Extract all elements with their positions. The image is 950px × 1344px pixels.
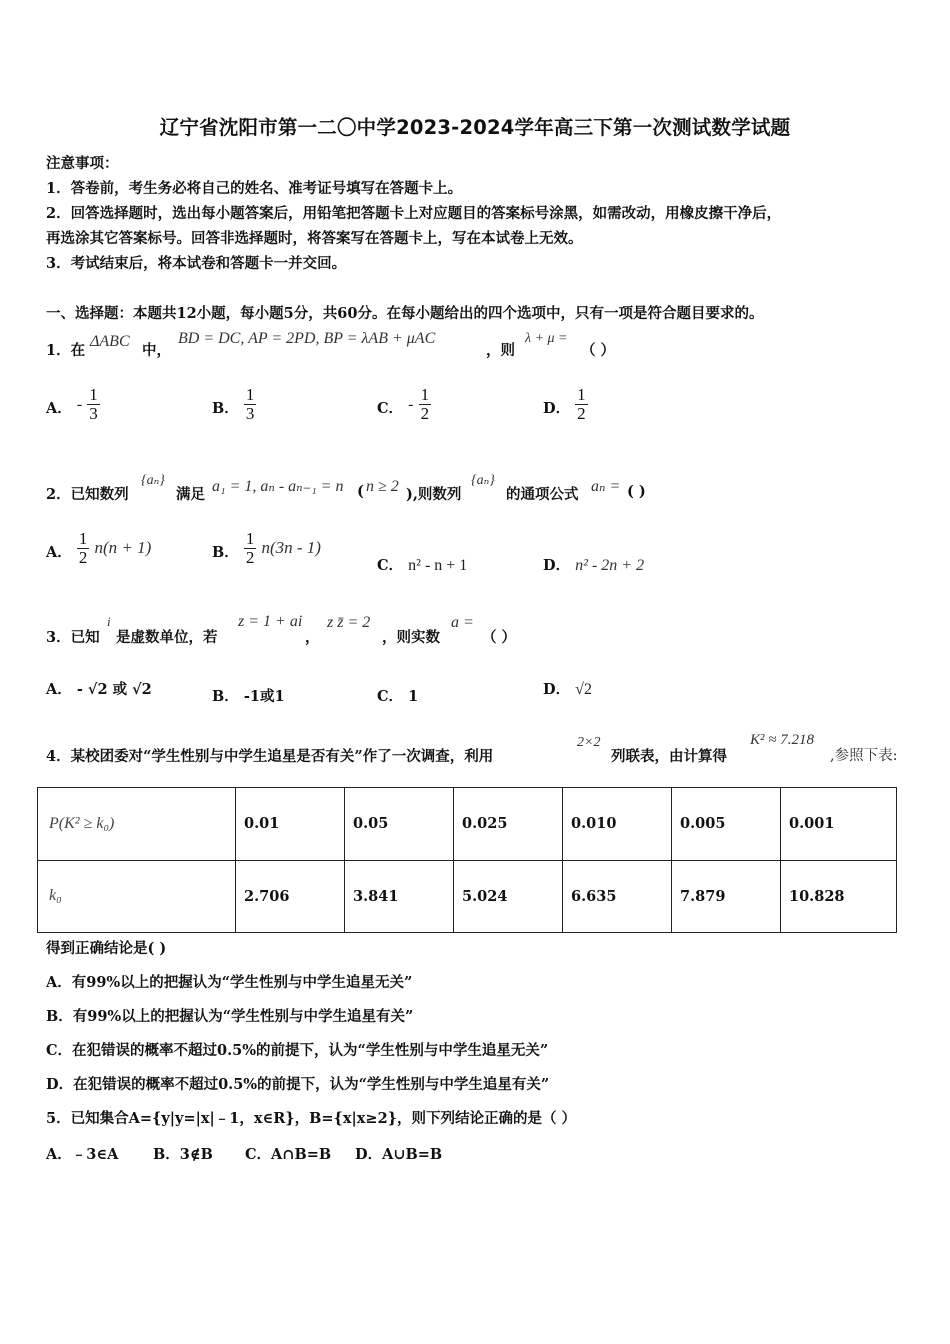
option-text: - √2 或 √2 [76, 681, 152, 698]
q4-option-b[interactable]: B．有99%以上的把握认为“学生性别与中学生追星有关” [46, 1008, 414, 1025]
table-cell: 0.01 [236, 788, 345, 861]
q5-option-b[interactable]: B．3∉B [153, 1146, 213, 1163]
option-fraction: $\frac{1}{2}$ [420, 385, 430, 423]
q2-range: n ≥ 2 [366, 478, 399, 495]
q1-condition: BD = DC, AP = 2PD, BP = λAB + μAC [178, 330, 436, 347]
q4-question: 得到正确结论是( ) [46, 940, 167, 957]
table-cell: 2.706 [236, 860, 345, 933]
table-row [38, 788, 897, 861]
table-cell: 0.005 [672, 788, 781, 861]
q4-k2-value: K² ≈ 7.218 [750, 732, 814, 748]
option-label: C． [377, 688, 404, 705]
q1-paren: （ ） [581, 342, 616, 359]
q2-option-c[interactable] [377, 554, 467, 575]
section-heading: 一、选择题：本题共12小题，每小题5分，共60分。在每小题给出的四个选项中，只有一项是符合题目要求的。 [46, 305, 764, 322]
q1-mid: 中， [142, 342, 171, 359]
q1-prefix: 1．在 [46, 342, 86, 359]
option-label: A． [46, 543, 72, 561]
option-label: B． [212, 543, 239, 561]
option-expression: n² - 2n + 2 [575, 557, 645, 574]
table-cell: 5.024 [454, 860, 563, 933]
table-cell: 0.001 [781, 788, 897, 861]
q2-paren: ( ) [627, 483, 646, 500]
q1-option-d[interactable] [543, 386, 588, 423]
table-cell: 6.635 [563, 860, 672, 933]
q2-open: ( [357, 483, 364, 500]
table-cell: 0.05 [345, 788, 454, 861]
q4-option-c[interactable]: C．在犯错误的概率不超过0.5%的前提下，认为“学生性别与中学生追星无关” [46, 1042, 549, 1059]
option-text: √2 [575, 681, 592, 698]
q3-option-d[interactable] [543, 678, 592, 699]
option-label: B． [212, 399, 239, 417]
q2-option-b[interactable] [212, 530, 321, 567]
table-cell: 0.025 [454, 788, 563, 861]
table-row [38, 860, 897, 933]
q1-option-b[interactable] [212, 386, 256, 423]
notice-heading: 注意事项： [46, 155, 119, 172]
q3-z: z = 1 + ai [238, 613, 303, 630]
page-title: 辽宁省沈阳市第一二〇中学2023-2024学年高三下第一次测试数学试题 [159, 116, 791, 139]
table-cell: 3.841 [345, 860, 454, 933]
q4-stem: 4．某校团委对“学生性别与中学生追星是否有关”作了一次调查，利用 [46, 748, 494, 765]
q2-option-d[interactable] [543, 554, 644, 575]
q3-a: a = [451, 614, 474, 631]
option-sign: - [408, 395, 414, 413]
option-fraction: $\frac{1}{3}$ [245, 385, 255, 423]
q1-option-a[interactable] [46, 386, 100, 423]
option-expression: n(3n - 1) [261, 537, 321, 557]
q5-option-a[interactable]: A．﹣3∈A [46, 1146, 119, 1163]
table-cell: 10.828 [781, 860, 897, 933]
q4-tail: ,参照下表: [830, 748, 898, 764]
option-expression: n² - n + 1 [408, 557, 468, 574]
q3-tail: ，则实数 [382, 629, 440, 646]
q4-stem-2: 列联表，由计算得 [611, 748, 727, 765]
option-label: A． [46, 681, 72, 698]
q3-option-c[interactable] [377, 685, 418, 706]
option-expression: n(n + 1) [94, 537, 152, 557]
q2-prefix: 2．已知数列 [46, 486, 129, 503]
notice-item-1: 1．答卷前，考生务必将自己的姓名、准考证号填写在答题卡上。 [46, 180, 463, 197]
q5-stem: 5．已知集合A={y|y=|x|﹣1，x∈R}，B={x|x≥2}，则下列结论正确的是（ ） [46, 1110, 577, 1127]
option-sign: - [76, 395, 83, 413]
table-row-head: k₀ [38, 860, 236, 933]
option-fraction: $\frac{1}{2}$ [78, 529, 88, 567]
q5-option-d[interactable]: D．A∪B=B [355, 1146, 443, 1163]
q2-sequence-2: {aₙ} [471, 473, 495, 488]
option-label: C． [377, 399, 404, 417]
table-cell: 0.010 [563, 788, 672, 861]
q3-comma: ， [305, 629, 320, 646]
q2-sequence: {aₙ} [141, 473, 165, 488]
table-row-head: P(K² ≥ k₀) [38, 788, 236, 861]
option-label: C． [377, 557, 404, 574]
q4-option-d[interactable]: D．在犯错误的概率不超过0.5%的前提下，认为“学生性别与中学生追星有关” [46, 1076, 550, 1093]
option-text: -1或1 [243, 688, 285, 705]
q3-mid: 是虚数单位，若 [116, 629, 218, 646]
q2-condition: a₁ = 1, aₙ - aₙ₋₁ = n [212, 478, 344, 495]
q2-option-a[interactable] [46, 530, 151, 567]
q1-triangle: ΔABC [90, 333, 130, 350]
option-label: D． [543, 557, 571, 574]
critical-value-table [37, 787, 897, 933]
q2-satisfy: 满足 [176, 486, 205, 503]
q4-table-size: 2×2 [577, 735, 601, 750]
q1-option-c[interactable] [377, 386, 431, 423]
q1-then: ，则 [486, 342, 515, 359]
q5-option-c[interactable]: C．A∩B=B [245, 1146, 332, 1163]
notice-item-3: 3．考试结束后，将本试卷和答题卡一并交回。 [46, 255, 347, 272]
q4-option-a[interactable]: A．有99%以上的把握认为“学生性别与中学生追星无关” [46, 974, 413, 991]
notice-item-2a: 2．回答选择题时，选出每小题答案后，用铅笔把答题卡上对应题目的答案标号涂黑，如需改动，用橡皮擦干净后， [46, 205, 782, 222]
q3-option-b[interactable] [212, 685, 285, 706]
option-label: B． [212, 688, 239, 705]
q3-zz: z z̄ = 2 [327, 614, 371, 631]
q3-imaginary-unit: i [107, 614, 111, 629]
q2-an: aₙ = [591, 478, 621, 495]
option-label: D． [543, 681, 571, 698]
option-text: 1 [408, 688, 419, 705]
q3-option-a[interactable] [46, 678, 152, 699]
option-fraction: $\frac{1}{2}$ [245, 529, 255, 567]
q1-expression: λ + μ = [525, 331, 568, 346]
table-cell: 7.879 [672, 860, 781, 933]
option-label: A． [46, 399, 72, 417]
option-fraction: $\frac{1}{2}$ [577, 385, 586, 423]
q3-paren: （ ） [482, 629, 517, 646]
option-fraction: $\frac{1}{3}$ [89, 385, 98, 423]
q3-prefix: 3．已知 [46, 629, 100, 646]
q2-close: ),则数列 [406, 486, 462, 503]
notice-item-2b: 再选涂其它答案标号。回答非选择题时，将答案写在答题卡上，写在本试卷上无效。 [46, 230, 583, 247]
option-label: D． [543, 399, 571, 417]
q2-tail: 的通项公式 [506, 486, 579, 503]
